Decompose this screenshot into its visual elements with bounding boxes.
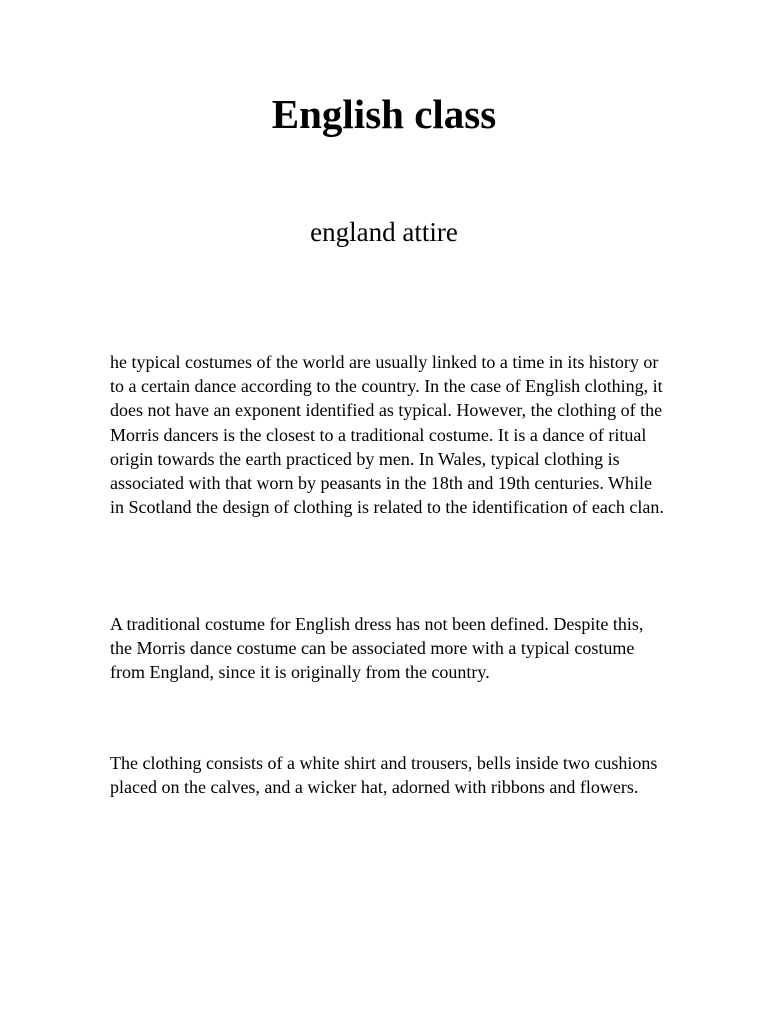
document-title: English class xyxy=(271,91,497,137)
document-subtitle: england attire xyxy=(310,217,458,247)
paragraph-typical-costumes: he typical costumes of the world are usually linked to a time in its history or to a certain dance according to the country. In the case of English clothing, it does not have an exponent identified as typical. However, the clothing of the Morris dancers is the closest to a traditional costume. It is a dance of ritual origin towards the earth practiced by men. In Wales, typical clothing is associated with that worn by peasants in the 18th and 19th centuries. While in Scotland the design of clothing is related to the identification of each clan. xyxy=(110,352,664,518)
paragraph-clothing-description: The clothing consists of a white shirt and trousers, bells inside two cushions placed on the calves, and a wicker hat, adorned with ribbons and flowers. xyxy=(110,753,658,798)
paragraph-morris-dance: A traditional costume for English dress has not been defined. Despite this, the Morris dance costume can be associated more with a typical costume from England, since it is originally from the country. xyxy=(110,614,644,683)
